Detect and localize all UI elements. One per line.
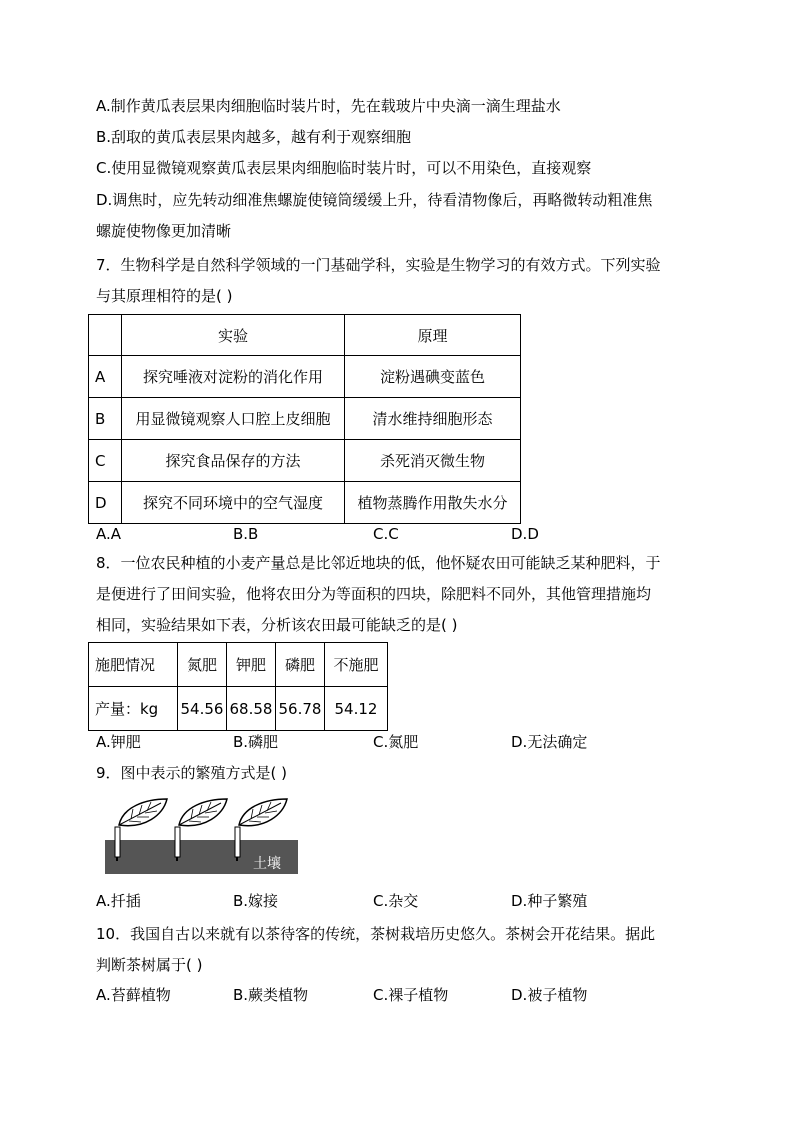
table-cell: A — [89, 356, 122, 398]
q7-stem-line2: 与其原理相符的是( ) — [96, 287, 233, 305]
table-cell: B — [89, 398, 122, 440]
q7-option-d: D.D — [511, 525, 539, 543]
q7-table — [88, 314, 521, 524]
q10-stem-line2: 判断茶树属于( ) — [96, 956, 203, 974]
q8-option-b: B.磷肥 — [233, 733, 279, 751]
table-row — [89, 440, 521, 482]
table-cell: D — [89, 482, 122, 524]
table-cell: 植物蒸腾作用散失水分 — [345, 482, 521, 524]
table-header: 氮肥 — [178, 643, 227, 687]
q10-option-a: A.苔藓植物 — [96, 986, 171, 1004]
q7-stem-line1: 7．生物科学是自然科学领域的一门基础学科，实验是生物学习的有效方式。下列实验 — [96, 256, 661, 274]
table-cell: 用显微镜观察人口腔上皮细胞 — [122, 398, 345, 440]
table-header-row — [89, 315, 521, 356]
table-cell: 54.12 — [325, 687, 388, 731]
table-cell: 探究唾液对淀粉的消化作用 — [122, 356, 345, 398]
table-cell: 产量：kg — [89, 687, 178, 731]
q8-options — [96, 732, 696, 752]
table-cell: 清水维持细胞形态 — [345, 398, 521, 440]
table-cell: 探究不同环境中的空气湿度 — [122, 482, 345, 524]
q7-option-a: A.A — [96, 525, 122, 543]
table-cell: C — [89, 440, 122, 482]
q6-option-b: B.刮取的黄瓜表层果肉越多，越有利于观察细胞 — [96, 128, 412, 146]
q6-option-d: D.调焦时，应先转动细准焦螺旋使镜筒缓缓上升，待看清物像后，再略微转动粗准焦 — [96, 191, 653, 209]
q9-options — [96, 891, 696, 911]
q10-options — [96, 985, 696, 1005]
q9-option-c: C.杂交 — [373, 892, 419, 910]
q8-stem-line2: 是便进行了田间实验，他将农田分为等面积的四块，除肥料不同外，其他管理措施均 — [96, 585, 652, 603]
q10-stem-line1: 10．我国自古以来就有以茶待客的传统，茶树栽培历史悠久。茶树会开花结果。据此 — [96, 925, 656, 943]
table-cell: 杀死消灭微生物 — [345, 440, 521, 482]
q6-option-c: C.使用显微镜观察黄瓜表层果肉细胞临时装片时，可以不用染色，直接观察 — [96, 159, 592, 177]
q10-option-b: B.蕨类植物 — [233, 986, 309, 1004]
table-cell: 探究食品保存的方法 — [122, 440, 345, 482]
q7-option-b: B.B — [233, 525, 259, 543]
q7-options — [96, 524, 696, 544]
table-row — [89, 398, 521, 440]
table-row — [89, 482, 521, 524]
table-cell — [89, 315, 122, 356]
q8-option-d: D.无法确定 — [511, 733, 588, 751]
table-cell: 68.58 — [227, 687, 276, 731]
table-header: 不施肥 — [325, 643, 388, 687]
soil-label: 土壤 — [253, 856, 281, 872]
table-row — [89, 687, 388, 731]
table-header: 实验 — [122, 315, 345, 356]
cutting-propagation-figure — [105, 797, 298, 877]
q8-option-a: A.钾肥 — [96, 733, 141, 751]
q9-option-b: B.嫁接 — [233, 892, 279, 910]
q10-option-d: D.被子植物 — [511, 986, 588, 1004]
table-header: 原理 — [345, 315, 521, 356]
q9-stem: 9．图中表示的繁殖方式是( ) — [96, 764, 288, 782]
q8-table — [88, 642, 388, 731]
q8-stem-line1: 8．一位农民种植的小麦产量总是比邻近地块的低，他怀疑农田可能缺乏某种肥料，于 — [96, 554, 661, 572]
q9-option-a: A.扦插 — [96, 892, 141, 910]
q6-option-d-cont: 螺旋使物像更加清晰 — [96, 222, 232, 240]
q9-option-d: D.种子繁殖 — [511, 892, 588, 910]
table-cell: 54.56 — [178, 687, 227, 731]
table-cell: 淀粉遇碘变蓝色 — [345, 356, 521, 398]
table-header-row — [89, 643, 388, 687]
table-header: 磷肥 — [276, 643, 325, 687]
table-row — [89, 356, 521, 398]
q10-option-c: C.裸子植物 — [373, 986, 449, 1004]
table-cell: 56.78 — [276, 687, 325, 731]
table-header: 施肥情况 — [89, 643, 178, 687]
q6-option-a: A.制作黄瓜表层果肉细胞临时装片时，先在载玻片中央滴一滴生理盐水 — [96, 97, 561, 115]
q7-option-c: C.C — [373, 525, 399, 543]
q8-stem-line3: 相同，实验结果如下表，分析该农田最可能缺乏的是( ) — [96, 616, 458, 634]
q8-option-c: C.氮肥 — [373, 733, 419, 751]
table-header: 钾肥 — [227, 643, 276, 687]
